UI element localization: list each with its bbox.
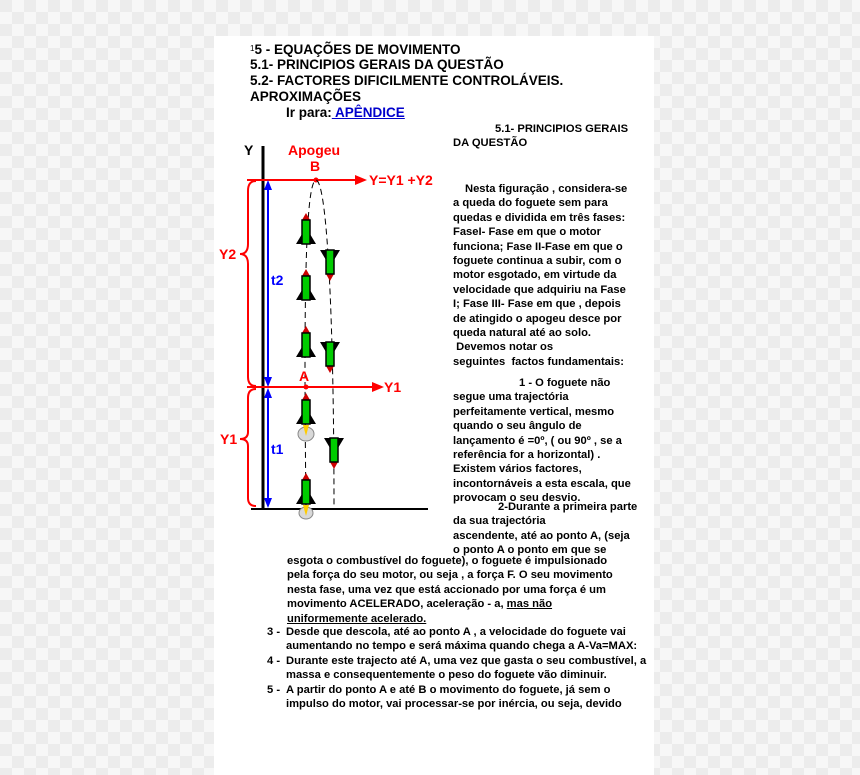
time-t2-arrow-head-top (264, 180, 272, 190)
text-line: velocidade que adquiriu na Fase (453, 283, 626, 296)
engine-cutoff-label: Y1 (384, 379, 402, 395)
section-title-line: 5.1- PRINCIPIOS GERAIS (495, 123, 629, 135)
rocket-ascending (296, 213, 316, 244)
brace-y2 (240, 181, 256, 386)
goto-line (286, 105, 405, 121)
numbered-list (267, 625, 652, 711)
text-line: da sua trajectória (453, 515, 546, 528)
apogee-line-arrow (355, 175, 367, 185)
text-line: lançamento é =0º, ( ou 90º , se a (453, 434, 622, 447)
list-text: Desde que descola, até ao ponto A , a velocidade do foguete vai aumentando no tempo e será máxima quando chega a A-Va=MAX: (286, 626, 638, 653)
heading-line-1 (250, 41, 460, 58)
point-a-dot (304, 385, 309, 390)
text-line: foguete continua a subir, com o (453, 255, 622, 268)
heading-text: 5 - EQUAÇÕES DE MOVIMENTO (254, 42, 461, 57)
point-2-continued (287, 554, 652, 626)
point-a-label: A (299, 368, 310, 384)
time-t2-label: t2 (271, 272, 284, 288)
time-t1-arrow-head-top (264, 388, 272, 398)
text-line: Nesta figuração , considera-se (465, 183, 628, 195)
goto-label: Ir para: (286, 105, 332, 120)
list-text: A partir do ponto A e até B o movimento do foguete, já sem o impulso do motor, vai processar-se por inércia, ou seja, devido (286, 683, 622, 711)
text-line: funciona; Fase II-Fase em que o (453, 240, 623, 253)
y-axis-label: Y (244, 142, 254, 158)
list-item (267, 683, 652, 712)
text-line: Existem vários factores, (453, 463, 582, 476)
document-page (214, 36, 654, 775)
brace-y1 (240, 389, 256, 506)
rocket-trajectory-figure (214, 136, 443, 543)
text-line: pela força do seu motor, ou seja , a força F. O seu movimento (287, 569, 613, 582)
heading-line-3[interactable]: 5.2- FACTORES DIFICILMENTE CONTROLÁVEIS. (250, 73, 564, 88)
text-line: queda natural até ao solo. (453, 327, 592, 340)
brace-y1-label: Y1 (220, 431, 238, 447)
text-line: provocam o seu desvio. (453, 492, 581, 505)
list-item (267, 625, 652, 654)
rocket-ascending (296, 326, 316, 357)
engine-cutoff-arrow (372, 382, 384, 392)
rocket-descending (320, 342, 340, 373)
point-b-label: B (310, 158, 321, 174)
text-line: a queda do foguete sem para (453, 197, 608, 210)
underlined-text: mas não (506, 598, 553, 611)
text-line: nesta fase, uma vez que está accionado por uma força é um (287, 583, 606, 596)
rocket-ascending (296, 473, 316, 504)
text-line: esgota o combustível do foguete), o foguete é impulsionado (287, 555, 608, 567)
list-number: 3 - (267, 626, 281, 638)
footnote-marker: 1 (250, 44, 255, 53)
point-1 (453, 376, 651, 506)
text-line: I; Fase III- Fase em que , depois (453, 298, 621, 311)
section-title-line: DA QUESTÃO (453, 137, 528, 150)
text-line: quando o seu ângulo de (453, 420, 582, 433)
text-line: quedas e dividida em três fases: (453, 211, 626, 224)
section-title (453, 122, 651, 151)
text-line: seguintes factos fundamentais: (453, 355, 624, 368)
underlined-text: uniformemente acelerado. (287, 612, 427, 625)
text-line: perfeitamente vertical, mesmo (453, 405, 615, 418)
time-t2-arrow-head-bottom (264, 377, 272, 387)
heading-line-4[interactable]: APROXIMAÇÕES (250, 89, 362, 104)
text-line: incontornáveis a esta escala, que (453, 477, 631, 490)
list-number: 4 - (267, 654, 281, 667)
text-line: motor esgotado, em virtude da (453, 269, 617, 282)
list-number: 5 - (267, 683, 281, 696)
text-line: segue uma trajectória (453, 391, 569, 404)
rocket-ascending (296, 393, 316, 424)
time-t1-arrow-head-bottom (264, 498, 272, 508)
point-2 (453, 500, 651, 558)
rocket-ascending (296, 269, 316, 300)
text-line: Devemos notar os (453, 341, 554, 354)
brace-y2-label: Y2 (219, 246, 237, 262)
text-line: FaseI- Fase em que o motor (453, 226, 601, 239)
text-line: movimento ACELERADO, aceleração - a, (287, 598, 504, 611)
list-item (267, 654, 652, 683)
heading-line-2[interactable]: 5.1- PRINCIPIOS GERAIS DA QUESTÃO (250, 57, 504, 72)
section-intro (453, 182, 651, 369)
text-line: 1 - O foguete não (519, 377, 611, 389)
text-line: ascendente, até ao ponto A, (seja (453, 529, 630, 542)
time-t1-label: t1 (271, 441, 284, 457)
text-line: o ponto A o ponto em que se (453, 544, 607, 557)
text-line: de atingido o apogeu desce por (453, 312, 622, 325)
rocket-descending (320, 250, 340, 281)
text-line: 2-Durante a primeira parte (498, 501, 638, 513)
text-line: referência for a horizontal) . (453, 449, 601, 462)
apogee-label: Apogeu (288, 142, 341, 158)
list-text: Durante este trajecto até A, uma vez que gasta o seu combustível, a massa e consequentemente o peso do foguete vão diminuir. (286, 654, 647, 682)
rocket-descending (324, 438, 344, 469)
apogee-line-label: Y=Y1 +Y2 (369, 172, 433, 188)
appendix-link[interactable]: APÊNDICE (331, 105, 405, 120)
